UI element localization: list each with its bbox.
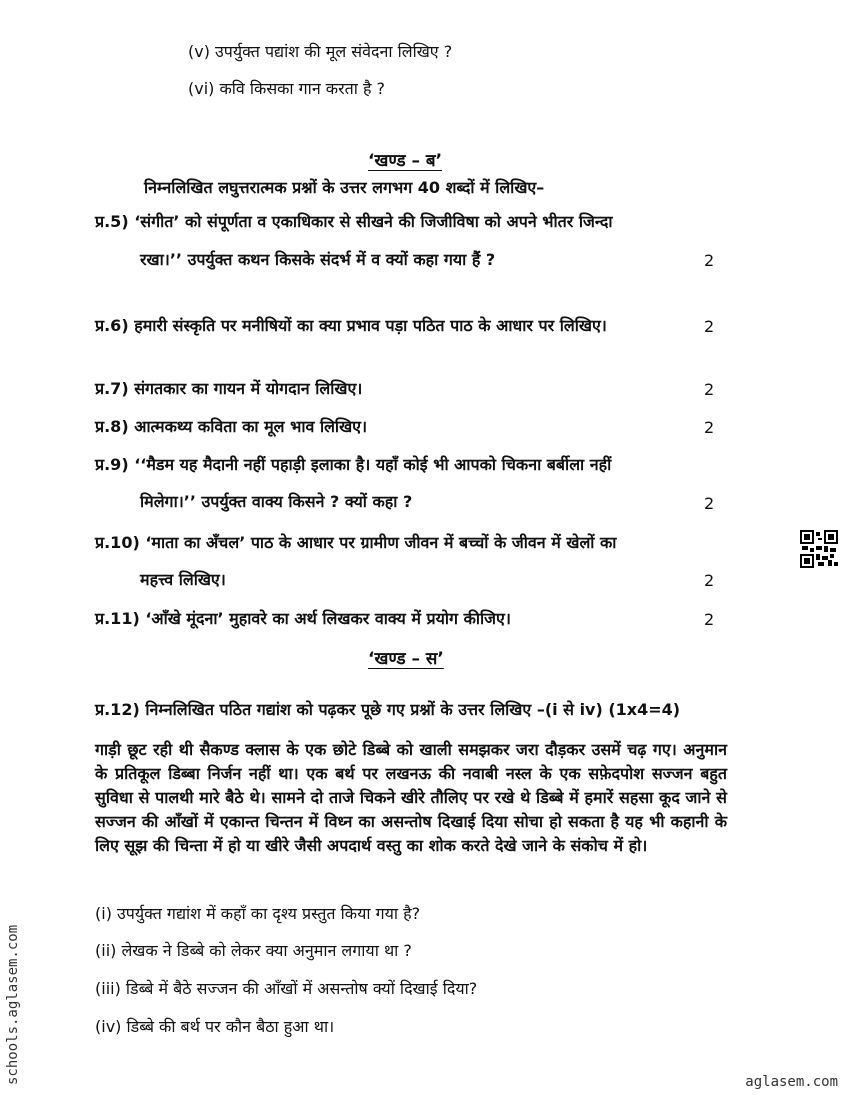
q10-marks: 2 (704, 571, 715, 590)
q7-text: प्र.7) संगतकार का गायन में योगदान लिखिए। (95, 379, 363, 398)
q7-marks: 2 (704, 380, 715, 399)
side-watermark: schools.aglasem.com (5, 924, 21, 1085)
sub-question-iii: (iii) डिब्बे में बैठे सज्जन की आँखों में असन्तोष क्यों दिखाई दिया? (95, 979, 478, 998)
question-v: (v) उपर्युक्त पद्यांश की मूल संवेदना लिखिए ? (188, 42, 453, 61)
q10-line1: प्र.10) ‘माता का अँचल’ पाठ के आधार पर ग्रामीण जीवन में बच्चों के जीवन में खेलों का (95, 533, 617, 552)
sub-question-ii: (ii) लेखक ने डिब्बे को लेकर क्या अनुमान लगाया था ? (95, 941, 412, 960)
q5-marks: 2 (704, 251, 715, 270)
q9-line2: मिलेगा।’’ उपर्युक्त वाक्य किसने ? क्यों कहा ? (140, 492, 413, 511)
q9-line1: प्र.9) ‘‘मैडम यह मैदानी नहीं पहाड़ी इलाका है। यहाँ कोई भी आपको चिकना बर्बीला नहीं (95, 455, 612, 474)
qr-code-icon (800, 530, 838, 568)
q8-marks: 2 (704, 418, 715, 437)
q6-marks: 2 (704, 317, 715, 336)
section-c-heading: ‘खण्ड – स’ (368, 649, 444, 669)
q5-line2: रखा।’’ उपर्युक्त कथन किसके संदर्भ में व क्यों कहा गया हैं ? (140, 250, 496, 269)
sub-question-iv: (iv) डिब्बे की बर्थ पर कौन बैठा हुआ था। (95, 1017, 335, 1036)
q10-line2: महत्त्व लिखिए। (140, 570, 226, 589)
q6-text: प्र.6) हमारी संस्कृति पर मनीषियों का क्या प्रभाव पड़ा पठित पाठ के आधार पर लिखिए। (95, 316, 607, 335)
q11-text: प्र.11) ‘आँखे मूंदना’ मुहावरे का अर्थ लिखकर वाक्य में प्रयोग कीजिए। (95, 609, 511, 628)
q8-text: प्र.8) आत्मकथ्य कविता का मूल भाव लिखिए। (95, 417, 368, 436)
q5-line1: प्र.5) ‘संगीत’ को संपूर्णता व एकाधिकार से सीखने की जिजीविषा को अपने भीतर जिन्दा (95, 212, 613, 231)
q9-marks: 2 (704, 494, 715, 513)
question-vi: (vi) कवि किसका गान करता है ? (188, 79, 386, 98)
q12-text: प्र.12) निम्नलिखित पठित गद्यांश को पढ़कर पूछे गए प्रश्नों के उत्तर लिखिए –(i से iv) (1x4=4) (95, 700, 681, 719)
sub-question-i: (i) उपर्युक्त गद्यांश में कहाँ का दृश्य प्रस्तुत किया गया है? (95, 904, 421, 923)
section-b-instruction: निम्नलिखित लघुत्तरात्मक प्रश्नों के उत्तर लगभग 40 शब्दों में लिखिए– (144, 178, 545, 197)
q11-marks: 2 (704, 610, 715, 629)
passage: गाड़ी छूट रही थी सैकण्ड क्लास के एक छोटे डिब्बे को खाली समझकर जरा दौड़कर उसमें चढ़ गए। अनुमान के प्रतिकूल डिब्बा निर्जन नहीं था। एक बर्थ पर लखनऊ की नवाबी नस्ल के एक सफ़ेदपोश सज्जन बहुत सुविधा से पालथी मारे बैठे थे। सामने दो ताजे चिकने खीरे तौलिए पर रखे थे डिब्बे में हमारें सहसा कूद जाने से सज्जन की आँखों में एकान्त चिन्तन में विध्न का असन्तोष दिखाई दिया सोचा हो सकता है यह भी कहानी के लिए सूझ की चिन्ता में हो या खीरे जैसी अपदार्थ वस्तु का शोक करते देखे जाने के संकोच में हो। (95, 740, 727, 855)
footer-watermark: aglasem.com (745, 1074, 838, 1090)
section-b-heading: ‘खण्ड – ब’ (368, 151, 443, 171)
